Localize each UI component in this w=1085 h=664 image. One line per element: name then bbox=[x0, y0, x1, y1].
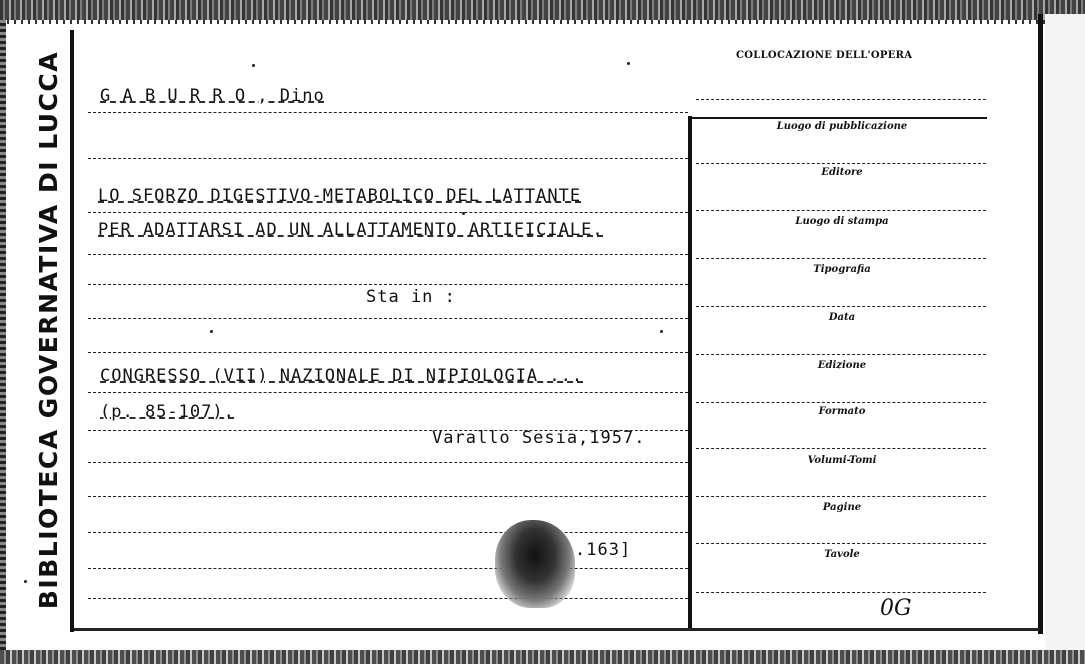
library-stamp bbox=[495, 520, 575, 608]
field-editore: Editore bbox=[821, 167, 863, 178]
library-name: BIBLIOTECA GOVERNATIVA DI LUCCA bbox=[34, 50, 63, 610]
field-tipografia: Tipografia bbox=[813, 264, 871, 275]
field-edizione: Edizione bbox=[817, 360, 867, 371]
field-tavole: Tavole bbox=[824, 549, 860, 560]
sta-in-label: Sta in : bbox=[366, 287, 456, 307]
card-bottom-edge bbox=[74, 628, 1040, 631]
card-right-edge bbox=[1038, 14, 1043, 634]
author-name: G A B U R R O , Dino bbox=[100, 86, 325, 106]
field-pagine: Pagine bbox=[822, 502, 862, 513]
title-line-1: LO SFORZO DIGESTIVO-METABOLICO DEL LATTANTE bbox=[98, 186, 582, 206]
collocation-header: COLLOCAZIONE DELL'OPERA bbox=[736, 50, 913, 61]
scan-border-bottom bbox=[0, 650, 1085, 664]
scan-border-top-thin bbox=[0, 20, 1085, 24]
scan-border-left bbox=[0, 20, 6, 650]
field-luogo-pubblicazione: Luogo di pubblicazione bbox=[776, 121, 908, 132]
handwritten-note: 0G bbox=[880, 596, 912, 621]
scan-border-right bbox=[1045, 14, 1085, 650]
card-left-edge bbox=[70, 30, 74, 632]
title-line-2: PER ADATTARSI AD UN ALLATTAMENTO ARTIFICIALE. bbox=[98, 220, 604, 240]
scan-border-top bbox=[0, 0, 1085, 20]
source-line-2: (p. 85-107). bbox=[100, 402, 235, 422]
source-line-1: CONGRESSO (VII) NAZIONALE DI NIPIOLOGIA ... bbox=[100, 366, 584, 386]
place-year: Varallo Sesia,1957. bbox=[432, 428, 646, 448]
field-luogo-stampa: Luogo di stampa bbox=[795, 216, 889, 227]
shelfmark: .163] bbox=[575, 540, 632, 560]
field-formato: Formato bbox=[818, 406, 866, 417]
field-volumi-tomi: Volumi-Tomi bbox=[807, 455, 877, 466]
field-data: Data bbox=[828, 312, 856, 323]
